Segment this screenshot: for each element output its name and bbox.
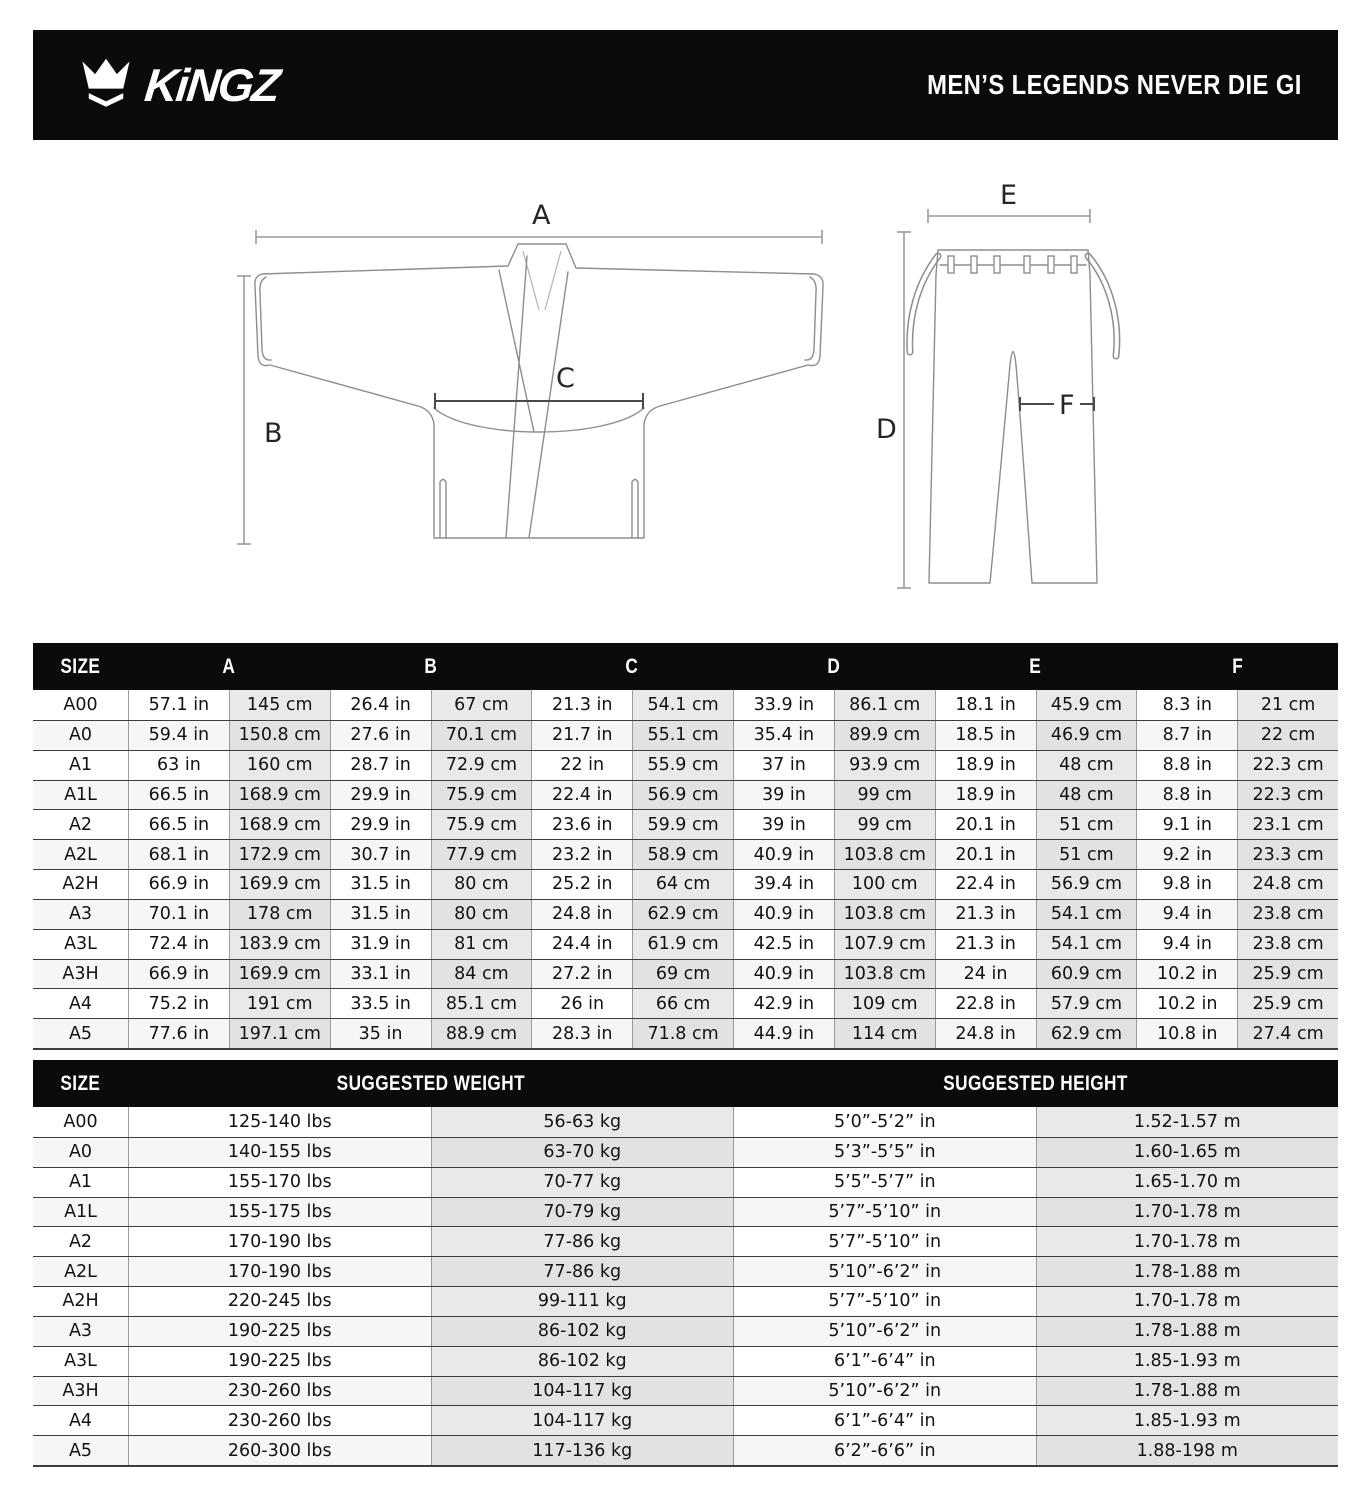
value-cell: 48 cm — [1036, 781, 1137, 810]
value-cell: 70.1 cm — [431, 721, 532, 750]
table-row — [33, 1167, 1338, 1197]
value-cell: 1.52-1.57 m — [1036, 1107, 1339, 1137]
value-cell: 86-102 kg — [431, 1317, 734, 1346]
value-cell: 28.7 in — [330, 751, 431, 780]
value-cell: 75.2 in — [128, 989, 229, 1018]
value-cell: 10.2 in — [1136, 960, 1237, 989]
size-label: A4 — [33, 1406, 128, 1435]
value-cell: 6’1”-6’4” in — [733, 1406, 1036, 1435]
value-cell: 125-140 lbs — [128, 1107, 431, 1137]
value-cell: 63 in — [128, 751, 229, 780]
value-cell: 150.8 cm — [229, 721, 330, 750]
value-cell: 77-86 kg — [431, 1227, 734, 1256]
table-row — [33, 869, 1338, 899]
value-cell: 6’2”-6’6” in — [733, 1436, 1036, 1465]
value-cell: 9.1 in — [1136, 810, 1237, 839]
value-cell: 27.4 cm — [1237, 1019, 1338, 1048]
table-row — [33, 1197, 1338, 1227]
dim-b-label: B — [264, 418, 283, 449]
size-label: A3H — [33, 1377, 128, 1406]
value-cell: 5’3”-5’5” in — [733, 1138, 1036, 1167]
value-cell: 1.70-1.78 m — [1036, 1227, 1339, 1256]
value-cell: 191 cm — [229, 989, 330, 1018]
table-row — [33, 1435, 1338, 1465]
fit-table-header — [33, 1060, 1338, 1107]
size-table-header — [33, 643, 1338, 690]
size-label: A2H — [33, 1287, 128, 1316]
value-cell: 5’7”-5’10” in — [733, 1287, 1036, 1316]
value-cell: 22.8 in — [935, 989, 1036, 1018]
value-cell: 155-175 lbs — [128, 1198, 431, 1227]
value-cell: 9.8 in — [1136, 870, 1237, 899]
value-cell: 5’0”-5’2” in — [733, 1107, 1036, 1137]
value-cell: 99 cm — [834, 810, 935, 839]
value-cell: 29.9 in — [330, 781, 431, 810]
pants-diagram — [858, 180, 1188, 620]
size-label: A2L — [33, 840, 128, 869]
value-cell: 114 cm — [834, 1019, 935, 1048]
value-cell: 51 cm — [1036, 810, 1137, 839]
value-cell: 155-170 lbs — [128, 1168, 431, 1197]
value-cell: 75.9 cm — [431, 781, 532, 810]
brand-bar — [33, 30, 1338, 140]
table-row — [33, 929, 1338, 959]
value-cell: 8.8 in — [1136, 751, 1237, 780]
value-cell: 35 in — [330, 1019, 431, 1048]
size-label: A2 — [33, 1227, 128, 1256]
jacket-diagram — [222, 180, 882, 620]
value-cell: 51 cm — [1036, 840, 1137, 869]
value-cell: 69 cm — [632, 960, 733, 989]
value-cell: 26.4 in — [330, 690, 431, 720]
value-cell: 21.3 in — [531, 690, 632, 720]
value-cell: 190-225 lbs — [128, 1347, 431, 1376]
table-row — [33, 839, 1338, 869]
value-cell: 80 cm — [431, 900, 532, 929]
dim-e-label: E — [1000, 180, 1018, 211]
size-label: A3L — [33, 1347, 128, 1376]
value-cell: 5’10”-6’2” in — [733, 1257, 1036, 1286]
value-cell: 22.3 cm — [1237, 751, 1338, 780]
value-cell: 25.9 cm — [1237, 989, 1338, 1018]
value-cell: 62.9 cm — [1036, 1019, 1137, 1048]
value-cell: 39 in — [733, 810, 834, 839]
value-cell: 22 cm — [1237, 721, 1338, 750]
value-cell: 66.5 in — [128, 781, 229, 810]
table-row — [33, 1286, 1338, 1316]
value-cell: 22.3 cm — [1237, 781, 1338, 810]
size-label: A1 — [33, 751, 128, 780]
value-cell: 104-117 kg — [431, 1377, 734, 1406]
value-cell: 70-79 kg — [431, 1198, 734, 1227]
value-cell: 55.9 cm — [632, 751, 733, 780]
value-cell: 197.1 cm — [229, 1019, 330, 1048]
table-row — [33, 1405, 1338, 1435]
size-label: A3 — [33, 1317, 128, 1346]
value-cell: 55.1 cm — [632, 721, 733, 750]
value-cell: 57.1 in — [128, 690, 229, 720]
dim-c-label: C — [556, 363, 575, 394]
value-cell: 21.3 in — [935, 930, 1036, 959]
value-cell: 18.1 in — [935, 690, 1036, 720]
value-cell: 1.70-1.78 m — [1036, 1287, 1339, 1316]
value-cell: 5’10”-6’2” in — [733, 1317, 1036, 1346]
value-cell: 8.7 in — [1136, 721, 1237, 750]
value-cell: 140-155 lbs — [128, 1138, 431, 1167]
value-cell: 56-63 kg — [431, 1107, 734, 1137]
value-cell: 24 in — [935, 960, 1036, 989]
value-cell: 21.3 in — [935, 900, 1036, 929]
value-cell: 22 in — [531, 751, 632, 780]
size-measurements-table — [33, 643, 1338, 1050]
value-cell: 103.8 cm — [834, 840, 935, 869]
size-label: A3L — [33, 930, 128, 959]
brand-wordmark: KiNGZ — [142, 59, 281, 111]
size-label: A2 — [33, 810, 128, 839]
value-cell: 5’7”-5’10” in — [733, 1198, 1036, 1227]
value-cell: 172.9 cm — [229, 840, 330, 869]
value-cell: 75.9 cm — [431, 810, 532, 839]
size-label: A1 — [33, 1168, 128, 1197]
table-row — [33, 690, 1338, 720]
dim-d-label: D — [876, 414, 897, 445]
value-cell: 29.9 in — [330, 810, 431, 839]
value-cell: 26 in — [531, 989, 632, 1018]
value-cell: 1.65-1.70 m — [1036, 1168, 1339, 1197]
value-cell: 31.5 in — [330, 900, 431, 929]
value-cell: 5’5”-5’7” in — [733, 1168, 1036, 1197]
value-cell: 66.9 in — [128, 870, 229, 899]
value-cell: 103.8 cm — [834, 900, 935, 929]
value-cell: 1.85-1.93 m — [1036, 1406, 1339, 1435]
value-cell: 31.9 in — [330, 930, 431, 959]
value-cell: 178 cm — [229, 900, 330, 929]
value-cell: 70-77 kg — [431, 1168, 734, 1197]
value-cell: 33.5 in — [330, 989, 431, 1018]
value-cell: 67 cm — [431, 690, 532, 720]
col-header-e: E — [1029, 654, 1042, 678]
value-cell: 104-117 kg — [431, 1406, 734, 1435]
dim-f-label: F — [1059, 390, 1075, 421]
value-cell: 80 cm — [431, 870, 532, 899]
value-cell: 70.1 in — [128, 900, 229, 929]
size-label: A2H — [33, 870, 128, 899]
value-cell: 9.4 in — [1136, 930, 1237, 959]
table-row — [33, 750, 1338, 780]
size-label: A3H — [33, 960, 128, 989]
table-row — [33, 1256, 1338, 1286]
product-title: MEN’S LEGENDS NEVER DIE GI — [927, 69, 1302, 100]
value-cell: 71.8 cm — [632, 1019, 733, 1048]
value-cell: 1.78-1.88 m — [1036, 1257, 1339, 1286]
value-cell: 230-260 lbs — [128, 1406, 431, 1435]
value-cell: 100 cm — [834, 870, 935, 899]
table-row — [33, 780, 1338, 810]
value-cell: 1.78-1.88 m — [1036, 1317, 1339, 1346]
value-cell: 23.8 cm — [1237, 900, 1338, 929]
size-label: A5 — [33, 1019, 128, 1048]
size-table-rows — [33, 690, 1338, 1050]
value-cell: 56.9 cm — [632, 781, 733, 810]
value-cell: 37 in — [733, 751, 834, 780]
col-header-size-2: SIZE — [60, 1071, 101, 1095]
size-label: A00 — [33, 690, 128, 720]
col-header-f: F — [1231, 654, 1243, 678]
value-cell: 86.1 cm — [834, 690, 935, 720]
lapel-band — [499, 256, 568, 538]
value-cell: 20.1 in — [935, 840, 1036, 869]
table-row — [33, 1018, 1338, 1048]
value-cell: 68.1 in — [128, 840, 229, 869]
table-row — [33, 1346, 1338, 1376]
kingz-logo — [77, 58, 281, 112]
value-cell: 20.1 in — [935, 810, 1036, 839]
col-header-a: A — [222, 654, 236, 678]
value-cell: 64 cm — [632, 870, 733, 899]
value-cell: 170-190 lbs — [128, 1257, 431, 1286]
value-cell: 24.4 in — [531, 930, 632, 959]
value-cell: 5’10”-6’2” in — [733, 1377, 1036, 1406]
value-cell: 81 cm — [431, 930, 532, 959]
value-cell: 25.2 in — [531, 870, 632, 899]
value-cell: 30.7 in — [330, 840, 431, 869]
value-cell: 23.6 in — [531, 810, 632, 839]
value-cell: 5’7”-5’10” in — [733, 1227, 1036, 1256]
value-cell: 66.5 in — [128, 810, 229, 839]
value-cell: 66.9 in — [128, 960, 229, 989]
value-cell: 1.85-1.93 m — [1036, 1347, 1339, 1376]
value-cell: 40.9 in — [733, 840, 834, 869]
value-cell: 8.8 in — [1136, 781, 1237, 810]
value-cell: 23.3 cm — [1237, 840, 1338, 869]
value-cell: 103.8 cm — [834, 960, 935, 989]
value-cell: 46.9 cm — [1036, 721, 1137, 750]
value-cell: 109 cm — [834, 989, 935, 1018]
value-cell: 59.4 in — [128, 721, 229, 750]
table-row — [33, 1137, 1338, 1167]
value-cell: 86-102 kg — [431, 1347, 734, 1376]
value-cell: 39 in — [733, 781, 834, 810]
value-cell: 170-190 lbs — [128, 1227, 431, 1256]
value-cell: 57.9 cm — [1036, 989, 1137, 1018]
value-cell: 27.6 in — [330, 721, 431, 750]
col-header-c: C — [625, 654, 639, 678]
table-row — [33, 959, 1338, 989]
value-cell: 6’1”-6’4” in — [733, 1347, 1036, 1376]
value-cell: 230-260 lbs — [128, 1377, 431, 1406]
value-cell: 169.9 cm — [229, 960, 330, 989]
value-cell: 60.9 cm — [1036, 960, 1137, 989]
value-cell: 24.8 cm — [1237, 870, 1338, 899]
table-row — [33, 899, 1338, 929]
value-cell: 260-300 lbs — [128, 1436, 431, 1465]
value-cell: 48 cm — [1036, 751, 1137, 780]
value-cell: 190-225 lbs — [128, 1317, 431, 1346]
value-cell: 72.9 cm — [431, 751, 532, 780]
col-header-d: D — [827, 654, 841, 678]
value-cell: 33.9 in — [733, 690, 834, 720]
value-cell: 35.4 in — [733, 721, 834, 750]
value-cell: 18.5 in — [935, 721, 1036, 750]
value-cell: 23.1 cm — [1237, 810, 1338, 839]
value-cell: 1.70-1.78 m — [1036, 1198, 1339, 1227]
table-row — [33, 809, 1338, 839]
value-cell: 24.8 in — [935, 1019, 1036, 1048]
value-cell: 42.9 in — [733, 989, 834, 1018]
jacket-outline — [255, 244, 823, 538]
value-cell: 66 cm — [632, 989, 733, 1018]
value-cell: 183.9 cm — [229, 930, 330, 959]
size-label: A3 — [33, 900, 128, 929]
value-cell: 220-245 lbs — [128, 1287, 431, 1316]
value-cell: 18.9 in — [935, 751, 1036, 780]
value-cell: 22.4 in — [531, 781, 632, 810]
value-cell: 9.2 in — [1136, 840, 1237, 869]
value-cell: 1.60-1.65 m — [1036, 1138, 1339, 1167]
value-cell: 39.4 in — [733, 870, 834, 899]
col-header-height: SUGGESTED HEIGHT — [943, 1071, 1128, 1095]
value-cell: 24.8 in — [531, 900, 632, 929]
size-label: A4 — [33, 989, 128, 1018]
value-cell: 169.9 cm — [229, 870, 330, 899]
value-cell: 40.9 in — [733, 900, 834, 929]
size-label: A0 — [33, 721, 128, 750]
value-cell: 33.1 in — [330, 960, 431, 989]
size-label: A00 — [33, 1107, 128, 1137]
size-label: A1L — [33, 1198, 128, 1227]
value-cell: 61.9 cm — [632, 930, 733, 959]
value-cell: 77.9 cm — [431, 840, 532, 869]
value-cell: 31.5 in — [330, 870, 431, 899]
value-cell: 160 cm — [229, 751, 330, 780]
size-label: A0 — [33, 1138, 128, 1167]
value-cell: 93.9 cm — [834, 751, 935, 780]
value-cell: 10.8 in — [1136, 1019, 1237, 1048]
col-header-weight: SUGGESTED WEIGHT — [336, 1071, 525, 1095]
value-cell: 89.9 cm — [834, 721, 935, 750]
crown-icon — [77, 58, 135, 112]
dim-a-label: A — [532, 200, 551, 231]
value-cell: 23.2 in — [531, 840, 632, 869]
table-row — [33, 1376, 1338, 1406]
table-row — [33, 1316, 1338, 1346]
value-cell: 56.9 cm — [1036, 870, 1137, 899]
value-cell: 22.4 in — [935, 870, 1036, 899]
value-cell: 27.2 in — [531, 960, 632, 989]
value-cell: 107.9 cm — [834, 930, 935, 959]
value-cell: 84 cm — [431, 960, 532, 989]
value-cell: 145 cm — [229, 690, 330, 720]
table-row — [33, 720, 1338, 750]
value-cell: 54.1 cm — [1036, 930, 1137, 959]
value-cell: 77.6 in — [128, 1019, 229, 1048]
value-cell: 54.1 cm — [632, 690, 733, 720]
value-cell: 63-70 kg — [431, 1138, 734, 1167]
value-cell: 9.4 in — [1136, 900, 1237, 929]
value-cell: 21 cm — [1237, 690, 1338, 720]
value-cell: 168.9 cm — [229, 781, 330, 810]
value-cell: 1.78-1.88 m — [1036, 1377, 1339, 1406]
fit-recommendation-table — [33, 1060, 1338, 1467]
value-cell: 25.9 cm — [1237, 960, 1338, 989]
value-cell: 62.9 cm — [632, 900, 733, 929]
value-cell: 28.3 in — [531, 1019, 632, 1048]
value-cell: 1.88-198 m — [1036, 1436, 1339, 1465]
size-label: A5 — [33, 1436, 128, 1465]
value-cell: 10.2 in — [1136, 989, 1237, 1018]
value-cell: 45.9 cm — [1036, 690, 1137, 720]
value-cell: 85.1 cm — [431, 989, 532, 1018]
table-row — [33, 988, 1338, 1018]
value-cell: 18.9 in — [935, 781, 1036, 810]
size-label: A1L — [33, 781, 128, 810]
value-cell: 54.1 cm — [1036, 900, 1137, 929]
value-cell: 168.9 cm — [229, 810, 330, 839]
value-cell: 40.9 in — [733, 960, 834, 989]
table-row — [33, 1107, 1338, 1137]
value-cell: 77-86 kg — [431, 1257, 734, 1286]
value-cell: 88.9 cm — [431, 1019, 532, 1048]
value-cell: 72.4 in — [128, 930, 229, 959]
col-header-size: SIZE — [60, 654, 101, 678]
value-cell: 42.5 in — [733, 930, 834, 959]
value-cell: 44.9 in — [733, 1019, 834, 1048]
value-cell: 21.7 in — [531, 721, 632, 750]
value-cell: 99-111 kg — [431, 1287, 734, 1316]
col-header-b: B — [424, 654, 437, 678]
table-row — [33, 1226, 1338, 1256]
value-cell: 117-136 kg — [431, 1436, 734, 1465]
value-cell: 23.8 cm — [1237, 930, 1338, 959]
size-label: A2L — [33, 1257, 128, 1286]
fit-table-rows — [33, 1107, 1338, 1467]
value-cell: 59.9 cm — [632, 810, 733, 839]
value-cell: 8.3 in — [1136, 690, 1237, 720]
value-cell: 58.9 cm — [632, 840, 733, 869]
value-cell: 99 cm — [834, 781, 935, 810]
